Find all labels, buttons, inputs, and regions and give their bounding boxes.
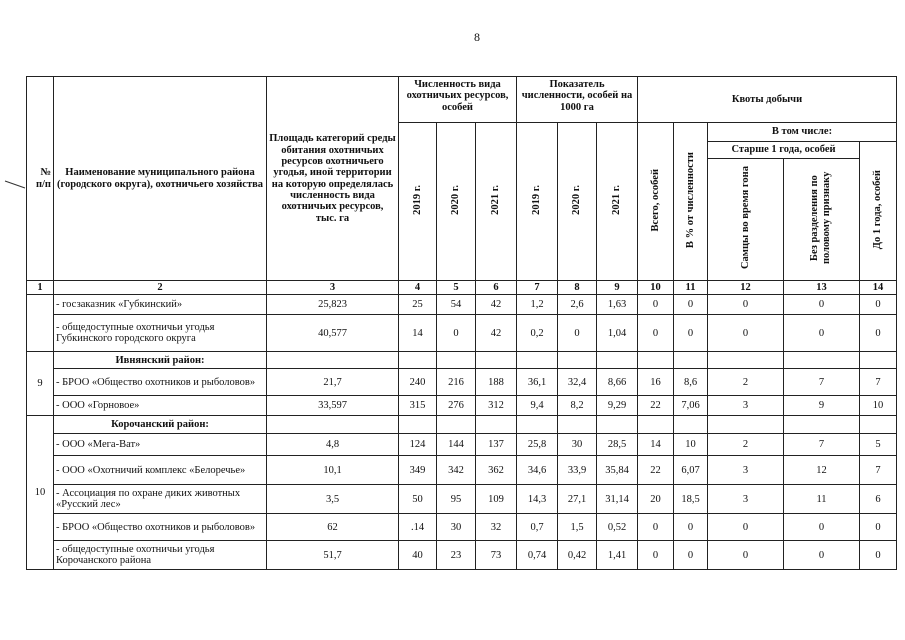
cell: 0 — [708, 315, 784, 352]
cell: 1,5 — [558, 514, 597, 541]
row-name: - общедоступные охотничьи угодья Корочанского района — [54, 541, 267, 570]
district-row — [27, 352, 897, 369]
empty-cell — [784, 416, 860, 434]
cell: 22 — [638, 456, 674, 485]
cell: 6 — [860, 485, 897, 514]
header-nosex-label: Без разделения по половому признаку — [809, 171, 833, 265]
row-area: 51,7 — [267, 541, 399, 570]
header-total-label: Всего, особей — [649, 168, 661, 232]
table-row — [27, 369, 897, 396]
col-num: 1 — [27, 281, 54, 295]
empty-cell — [517, 416, 558, 434]
header-year-pop-2020 — [437, 123, 476, 281]
cell: 42 — [476, 315, 517, 352]
header-year-label: 2019 г. — [411, 185, 423, 215]
pen-mark-icon — [4, 178, 26, 190]
col-num: 13 — [784, 281, 860, 295]
empty-cell — [437, 416, 476, 434]
col-num: 6 — [476, 281, 517, 295]
header-males-label: Самцы во время гона — [739, 166, 751, 270]
cell: 22 — [638, 396, 674, 416]
cell: 28,5 — [597, 434, 638, 456]
header-density: Показатель численности, особей на 1000 га — [517, 77, 638, 123]
cell: 137 — [476, 434, 517, 456]
header-year-den-2019 — [517, 123, 558, 281]
hunting-quota-table — [26, 76, 897, 570]
header-year-den-2020 — [558, 123, 597, 281]
cell: 0 — [784, 514, 860, 541]
cell: 0 — [784, 541, 860, 570]
header-year-label: 2021 г. — [490, 185, 502, 215]
cell: 0 — [784, 315, 860, 352]
empty-cell — [267, 416, 399, 434]
cell: 8,66 — [597, 369, 638, 396]
empty-cell — [638, 352, 674, 369]
cell: 7,06 — [674, 396, 708, 416]
row-name: - общедоступные охотничьи угодья Губкинского городского округа — [54, 315, 267, 352]
header-year-pop-2019 — [399, 123, 437, 281]
col-num: 8 — [558, 281, 597, 295]
table-row — [27, 295, 897, 315]
cell: 3 — [708, 456, 784, 485]
header-pct — [674, 123, 708, 281]
cell: 73 — [476, 541, 517, 570]
empty-cell — [517, 352, 558, 369]
cell: 7 — [860, 369, 897, 396]
empty-cell — [708, 352, 784, 369]
col-num: 12 — [708, 281, 784, 295]
empty-cell — [558, 352, 597, 369]
cell: 9,4 — [517, 396, 558, 416]
cell: 40 — [399, 541, 437, 570]
empty-cell — [860, 416, 897, 434]
district-title: Ивнянский район: — [54, 352, 267, 369]
page-number: 8 — [474, 30, 480, 44]
cell: 349 — [399, 456, 437, 485]
row-name: - госзаказник «Губкинский» — [54, 295, 267, 315]
cell: 0 — [674, 514, 708, 541]
header-num: № п/п — [27, 77, 54, 281]
cell: 0 — [708, 514, 784, 541]
cell: 27,1 — [558, 485, 597, 514]
cell: 0 — [860, 541, 897, 570]
row-area: 33,597 — [267, 396, 399, 416]
row-area: 4,8 — [267, 434, 399, 456]
cell: 0 — [437, 315, 476, 352]
row-name: - ООО «Горновое» — [54, 396, 267, 416]
header-year-label: 2020 г. — [450, 185, 462, 215]
cell: 30 — [558, 434, 597, 456]
table-row — [27, 514, 897, 541]
cell: 32 — [476, 514, 517, 541]
cell: 14 — [399, 315, 437, 352]
cell: 14 — [638, 434, 674, 456]
cell: 0,42 — [558, 541, 597, 570]
table-row — [27, 396, 897, 416]
header-year-label: 2021 г. — [611, 185, 623, 215]
row-area: 25,823 — [267, 295, 399, 315]
cell: 50 — [399, 485, 437, 514]
cell: 25 — [399, 295, 437, 315]
header-young — [860, 142, 897, 281]
col-num: 7 — [517, 281, 558, 295]
cell: 23 — [437, 541, 476, 570]
header-population: Численность вида охотничьих ресурсов, особей — [399, 77, 517, 123]
cell: 0,52 — [597, 514, 638, 541]
header-year-pop-2021 — [476, 123, 517, 281]
empty-cell — [638, 416, 674, 434]
header-area: Площадь категорий среды обитания охотничьих ресурсов охотничьего угодья, иной территории на которую определялась численность вида охотничьих ресурсов, тыс. га — [267, 77, 399, 281]
cell: 95 — [437, 485, 476, 514]
cell: 1,41 — [597, 541, 638, 570]
cell: 124 — [399, 434, 437, 456]
empty-cell — [674, 352, 708, 369]
row-name: - ООО «Охотничий комплекс «Белоречье» — [54, 456, 267, 485]
empty-cell — [476, 352, 517, 369]
cell: 7 — [784, 434, 860, 456]
header-year-label: 2020 г. — [571, 185, 583, 215]
empty-cell — [476, 416, 517, 434]
row-num: 10 — [27, 416, 54, 570]
cell: 20 — [638, 485, 674, 514]
header-nosex — [784, 159, 860, 281]
cell: 0 — [638, 295, 674, 315]
cell: 0 — [674, 295, 708, 315]
col-num: 5 — [437, 281, 476, 295]
cell: 14,3 — [517, 485, 558, 514]
cell: 0 — [638, 541, 674, 570]
col-num: 9 — [597, 281, 638, 295]
cell: 10 — [674, 434, 708, 456]
cell: 5 — [860, 434, 897, 456]
cell: 30 — [437, 514, 476, 541]
cell: 2 — [708, 434, 784, 456]
header-name: Наименование муниципального района (городского округа), охотничьего хозяйства — [54, 77, 267, 281]
cell: 10 — [860, 396, 897, 416]
row-area: 62 — [267, 514, 399, 541]
header-incl: В том числе: — [708, 123, 897, 142]
table-row — [27, 541, 897, 570]
cell: 1,63 — [597, 295, 638, 315]
cell: 8,2 — [558, 396, 597, 416]
header-older: Старше 1 года, особей — [708, 142, 860, 159]
col-num: 11 — [674, 281, 708, 295]
col-num: 4 — [399, 281, 437, 295]
row-num — [27, 295, 54, 352]
table-row — [27, 485, 897, 514]
row-name: - ООО «Мега-Ват» — [54, 434, 267, 456]
empty-cell — [399, 416, 437, 434]
cell: 25,8 — [517, 434, 558, 456]
cell: 0 — [860, 315, 897, 352]
cell: 7 — [860, 456, 897, 485]
column-number-row — [27, 281, 897, 295]
cell: .14 — [399, 514, 437, 541]
cell: 9 — [784, 396, 860, 416]
cell: 1,04 — [597, 315, 638, 352]
cell: 362 — [476, 456, 517, 485]
cell: 0 — [860, 514, 897, 541]
row-num: 9 — [27, 352, 54, 416]
col-num: 14 — [860, 281, 897, 295]
cell: 11 — [784, 485, 860, 514]
header-year-den-2021 — [597, 123, 638, 281]
cell: 315 — [399, 396, 437, 416]
header-young-label: До 1 года, особей — [872, 169, 884, 250]
cell: 35,84 — [597, 456, 638, 485]
header-year-label: 2019 г. — [531, 185, 543, 215]
col-num: 10 — [638, 281, 674, 295]
cell: 33,9 — [558, 456, 597, 485]
header-males — [708, 159, 784, 281]
cell: 0 — [860, 295, 897, 315]
empty-cell — [860, 352, 897, 369]
row-name: - БРОО «Общество охотников и рыболовов» — [54, 514, 267, 541]
cell: 144 — [437, 434, 476, 456]
cell: 18,5 — [674, 485, 708, 514]
cell: 0,74 — [517, 541, 558, 570]
table-row — [27, 434, 897, 456]
cell: 9,29 — [597, 396, 638, 416]
row-area: 3,5 — [267, 485, 399, 514]
cell: 6,07 — [674, 456, 708, 485]
cell: 3 — [708, 396, 784, 416]
row-name: - Ассоциация по охране диких животных «Русский лес» — [54, 485, 267, 514]
row-area: 10,1 — [267, 456, 399, 485]
empty-cell — [674, 416, 708, 434]
cell: 2,6 — [558, 295, 597, 315]
cell: 0,2 — [517, 315, 558, 352]
cell: 0 — [784, 295, 860, 315]
cell: 32,4 — [558, 369, 597, 396]
col-num: 2 — [54, 281, 267, 295]
cell: 0 — [674, 541, 708, 570]
row-area: 40,577 — [267, 315, 399, 352]
cell: 216 — [437, 369, 476, 396]
empty-cell — [267, 352, 399, 369]
empty-cell — [437, 352, 476, 369]
cell: 7 — [784, 369, 860, 396]
cell: 31,14 — [597, 485, 638, 514]
cell: 2 — [708, 369, 784, 396]
cell: 54 — [437, 295, 476, 315]
cell: 0 — [638, 514, 674, 541]
empty-cell — [597, 352, 638, 369]
cell: 34,6 — [517, 456, 558, 485]
cell: 12 — [784, 456, 860, 485]
cell: 16 — [638, 369, 674, 396]
cell: 36,1 — [517, 369, 558, 396]
header-total — [638, 123, 674, 281]
cell: 0 — [558, 315, 597, 352]
row-name: - БРОО «Общество охотников и рыболовов» — [54, 369, 267, 396]
empty-cell — [784, 352, 860, 369]
header-quotas: Квоты добычи — [638, 77, 897, 123]
cell: 42 — [476, 295, 517, 315]
cell: 1,2 — [517, 295, 558, 315]
cell: 109 — [476, 485, 517, 514]
cell: 0 — [638, 315, 674, 352]
cell: 312 — [476, 396, 517, 416]
cell: 276 — [437, 396, 476, 416]
row-area: 21,7 — [267, 369, 399, 396]
district-title: Корочанский район: — [54, 416, 267, 434]
cell: 8,6 — [674, 369, 708, 396]
header-pct-label: В % от численности — [684, 151, 696, 249]
empty-cell — [558, 416, 597, 434]
table-row — [27, 315, 897, 352]
cell: 342 — [437, 456, 476, 485]
district-row — [27, 416, 897, 434]
empty-cell — [708, 416, 784, 434]
table-row — [27, 456, 897, 485]
cell: 0 — [674, 315, 708, 352]
cell: 240 — [399, 369, 437, 396]
cell: 188 — [476, 369, 517, 396]
cell: 0 — [708, 541, 784, 570]
empty-cell — [597, 416, 638, 434]
cell: 3 — [708, 485, 784, 514]
empty-cell — [399, 352, 437, 369]
cell: 0 — [708, 295, 784, 315]
cell: 0,7 — [517, 514, 558, 541]
col-num: 3 — [267, 281, 399, 295]
